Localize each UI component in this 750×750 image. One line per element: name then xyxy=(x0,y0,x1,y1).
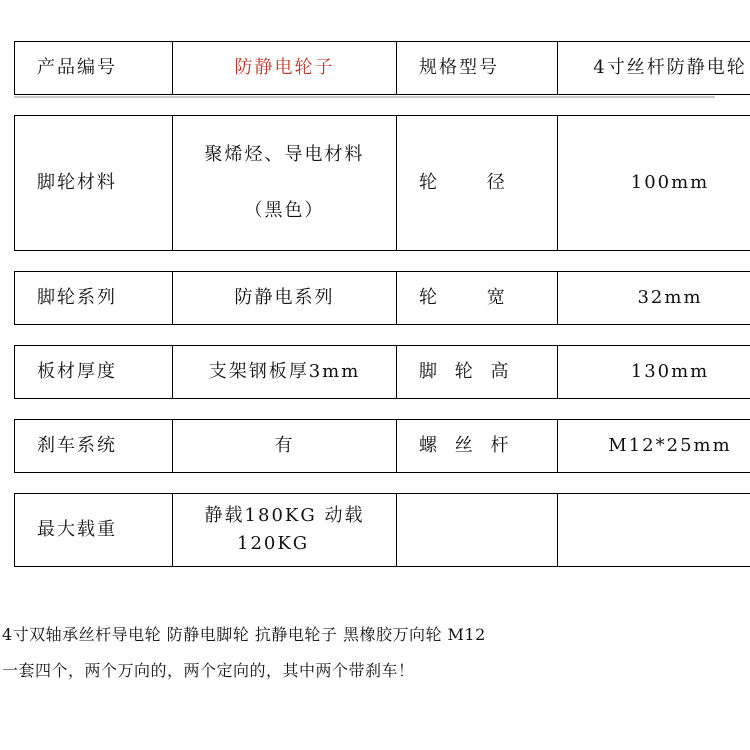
value-model: 4寸丝杆防静电轮 xyxy=(558,42,750,95)
spec-row-product-code xyxy=(14,41,750,95)
value-diameter: 100mm xyxy=(558,116,750,251)
value-empty xyxy=(558,494,750,567)
spec-row-series xyxy=(14,271,750,325)
value-brake: 有 xyxy=(173,420,397,473)
label-empty xyxy=(397,494,558,567)
label-plate-thickness: 板材厚度 xyxy=(15,346,173,399)
label-max-load: 最大载重 xyxy=(15,494,173,567)
label-brake: 刹车系统 xyxy=(15,420,173,473)
spec-row-load xyxy=(14,493,750,567)
spec-row-material xyxy=(14,115,750,251)
value-width: 32mm xyxy=(558,272,750,325)
spec-row-plate xyxy=(14,345,750,399)
label-diameter: 轮 径 xyxy=(397,116,558,251)
label-model: 规格型号 xyxy=(397,42,558,95)
description-line-2: 一套四个，两个万向的，两个定向的，其中两个带刹车！ xyxy=(2,661,415,680)
value-max-load-line1: 静载180KG 动载 xyxy=(204,505,365,526)
description-line-1: 4寸双轴承丝杆导电轮 防静电脚轮 抗静电轮子 黑橡胶万向轮 M12 xyxy=(2,625,486,644)
value-material-line2: （黑色） xyxy=(244,200,325,221)
label-width: 轮 宽 xyxy=(397,272,558,325)
label-series: 脚轮系列 xyxy=(15,272,173,325)
value-max-load-line2: 120KG xyxy=(237,533,310,554)
value-max-load xyxy=(173,494,397,567)
value-plate-thickness: 支架钢板厚3mm xyxy=(173,346,397,399)
spec-row-brake xyxy=(14,419,750,473)
label-caster-height: 脚 轮 高 xyxy=(397,346,558,399)
value-product-code: 防静电轮子 xyxy=(173,42,397,95)
label-screw: 螺 丝 杆 xyxy=(397,420,558,473)
label-product-code: 产品编号 xyxy=(15,42,173,95)
value-caster-height: 130mm xyxy=(558,346,750,399)
label-material: 脚轮材料 xyxy=(15,116,173,251)
value-material xyxy=(173,116,397,251)
value-series: 防静电系列 xyxy=(173,272,397,325)
divider xyxy=(14,96,715,98)
value-screw: M12*25mm xyxy=(558,420,750,473)
value-material-line1: 聚烯烃、导电材料 xyxy=(204,144,365,165)
